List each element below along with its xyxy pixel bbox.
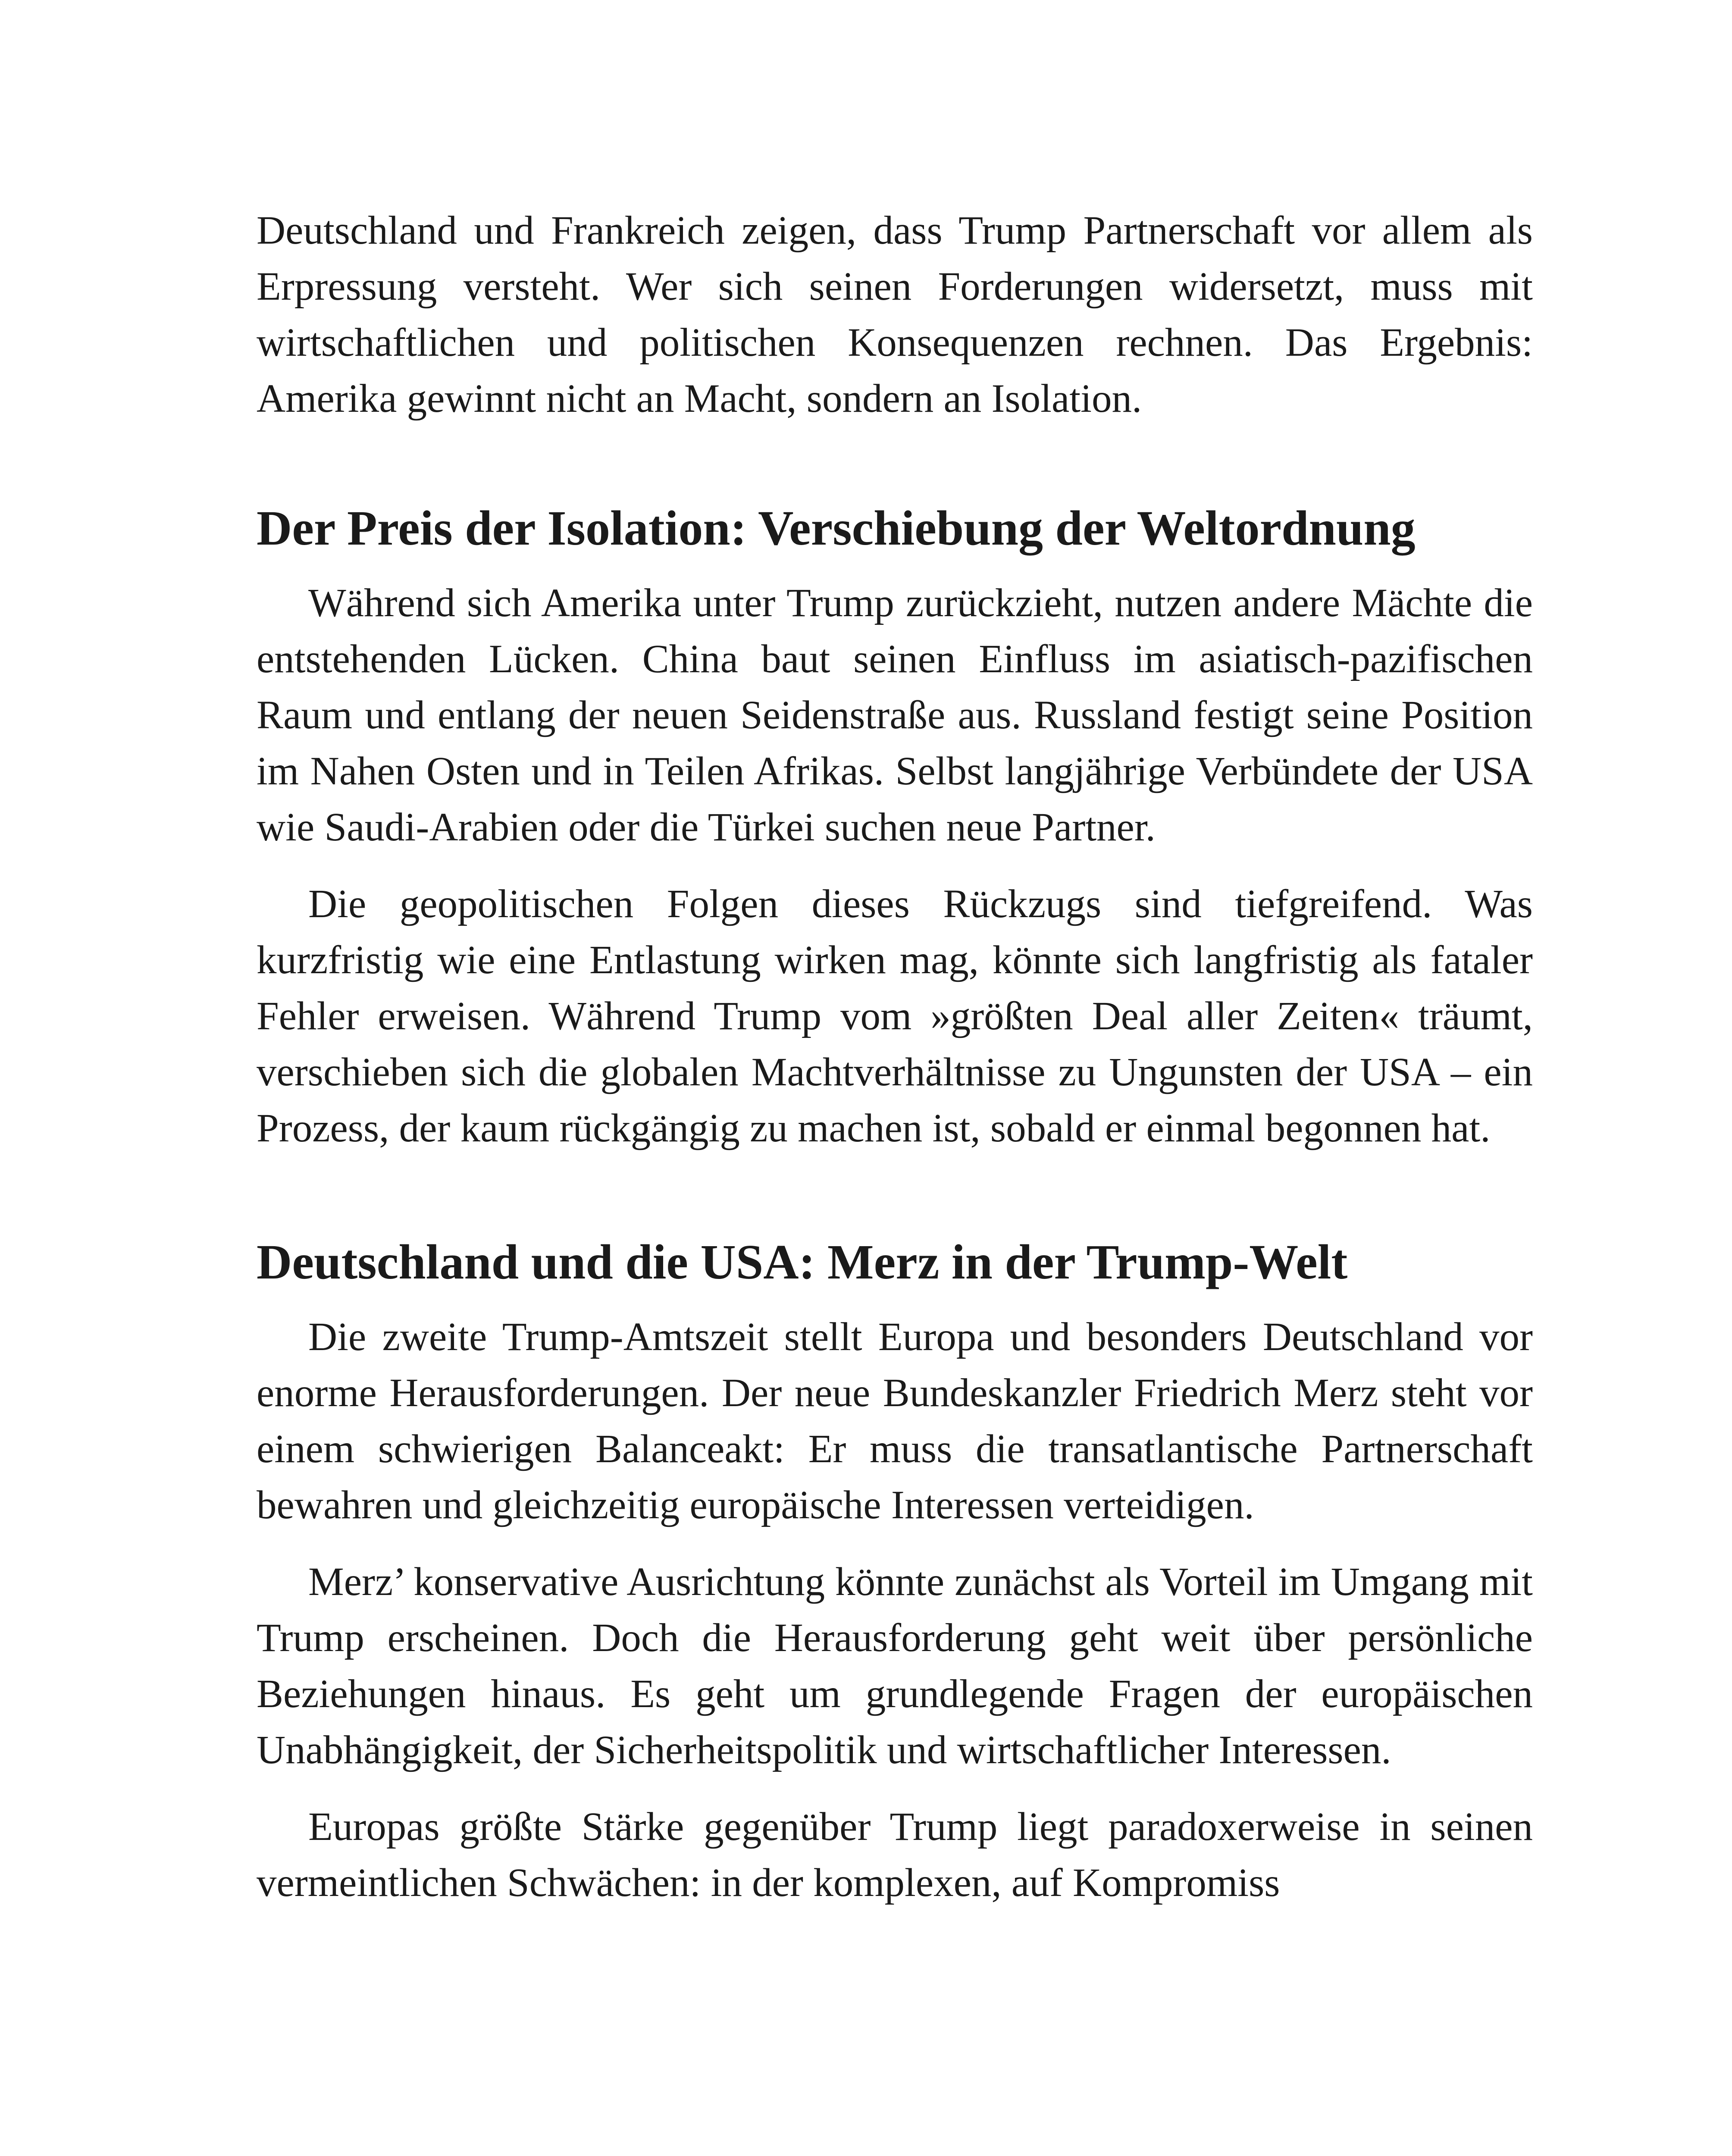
section-heading-isolation: Der Preis der Isolation: Verschiebung der Weltordnung <box>257 501 1416 555</box>
section-heading-germany-usa: Deutschland und die USA: Merz in der Trump-Welt <box>257 1235 1348 1289</box>
paragraph-continuation: Deutschland und Frankreich zeigen, dass Trump Partnerschaft vor allem als Erpressung versteht. Wer sich seinen Forderungen widersetzt, muss mit wirtschaftlichen und politischen Konsequenzen rechnen. Das Ergebnis: Amerika gewinnt nicht an Macht, sondern an Isolation. <box>257 208 1533 421</box>
paragraph-retreat: Während sich Amerika unter Trump zurückzieht, nutzen andere Mächte die entstehenden Lücken. China baut seinen Einfluss im asiatisch-pazifischen Raum und entlang der neuen Seidenstraße aus. Russland festigt seine Position im Nahen Osten und in Teilen Afrikas. Selbst langjährige Verbündete der USA wie Saudi-Arabien oder die Türkei suchen neue Partner. <box>257 581 1533 849</box>
paragraph-consequences: Die geopolitischen Folgen dieses Rückzugs sind tiefgreifend. Was kurzfristig wie eine Entlastung wirken mag, könnte sich langfristig als fataler Fehler erweisen. Während Trump vom »größten Deal aller Zeiten« träumt, verschieben sich die globalen Machtverhältnisse zu Ungunsten der USA – ein Prozess, der kaum rückgängig zu machen ist, sobald er einmal begonnen hat. <box>257 882 1533 1150</box>
paragraph-second-term: Die zweite Trump-Amtszeit stellt Europa und besonders Deutschland vor enorme Herausforderungen. Der neue Bundeskanzler Friedrich Merz steht vor einem schwierigen Balanceakt: Er muss die transatlantische Partnerschaft bewahren und gleichzeitig europäische Interessen verteidigen. <box>257 1315 1533 1527</box>
paragraph-europe-strength: Europas größte Stärke gegenüber Trump liegt paradoxerweise in seinen vermeintlichen Schwächen: in der komplexen, auf Kompromiss <box>257 1805 1533 1905</box>
book-page-body <box>257 203 1533 1911</box>
paragraph-merz: Merz’ konservative Ausrichtung könnte zunächst als Vorteil im Umgang mit Trump erscheinen. Doch die Herausforderung geht weit über persönliche Beziehungen hinaus. Es geht um grundlegende Fragen der europäischen Unabhängigkeit, der Sicherheitspolitik und wirtschaftlicher Interessen. <box>257 1560 1533 1772</box>
